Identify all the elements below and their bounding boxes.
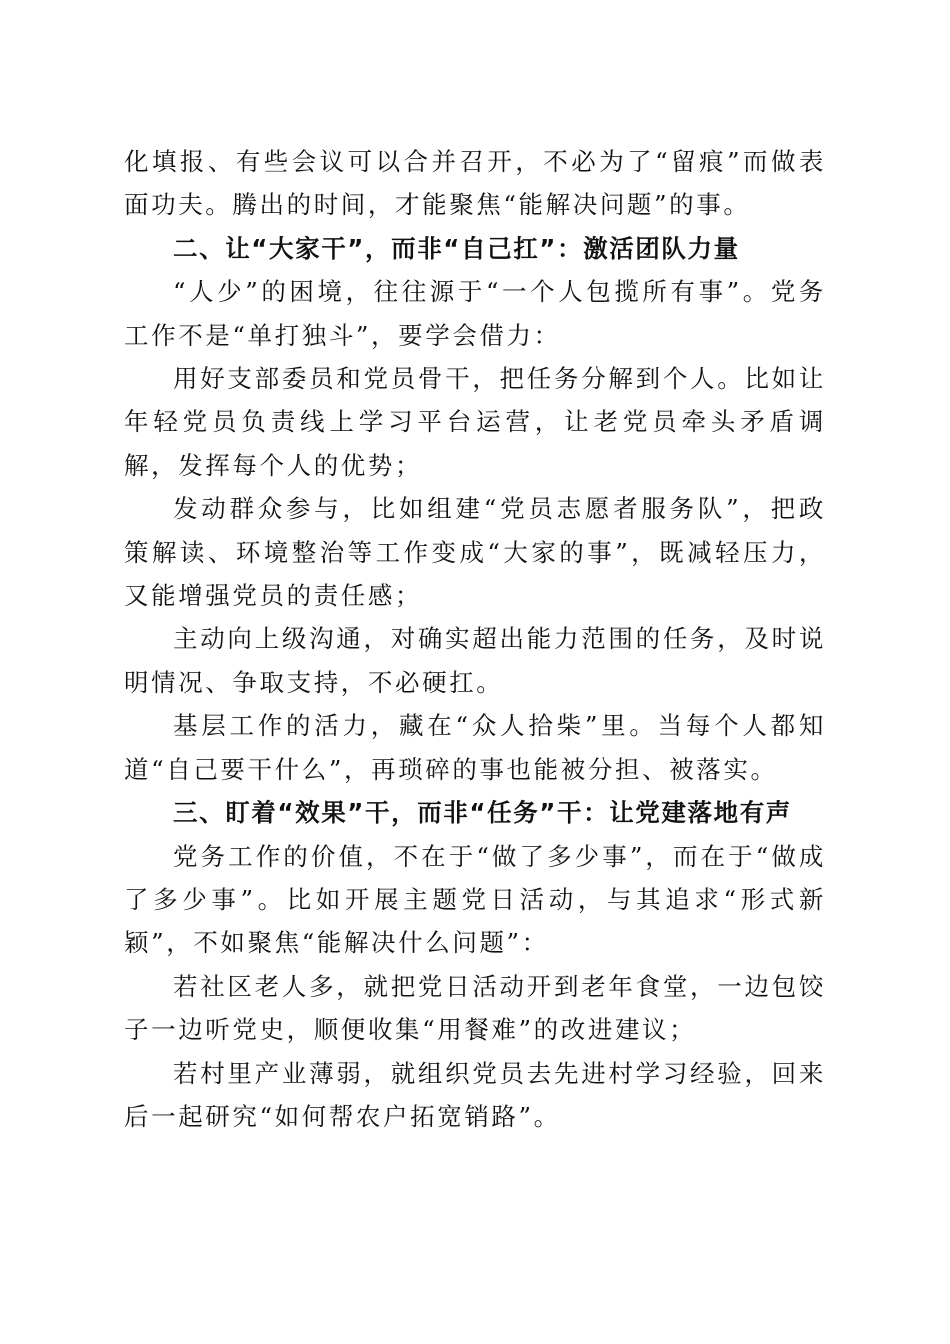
- paragraph: 若村里产业薄弱，就组织党员去先进村学习经验，回来后一起研究“如何帮农户拓宽销路”。: [124, 1058, 826, 1131]
- paragraph: 党务工作的价值，不在于“做了多少事”，而在于“做成了多少事”。比如开展主题党日活动，与其追求“形式新颖”，不如聚焦“能解决什么问题”：: [124, 841, 826, 958]
- document-body: [124, 140, 826, 1138]
- paragraph-continuation: 化填报、有些会议可以合并召开，不必为了“留痕”而做表面功夫。腾出的时间，才能聚焦“能解决问题”的事。: [124, 147, 826, 220]
- paragraph: “人少”的困境，往往源于“一个人包揽所有事”。党务工作不是“单打独斗”，要学会借力：: [124, 277, 826, 350]
- section-heading-2: 二、让“大家干”，而非“自己扛”：激活团队力量: [173, 233, 740, 263]
- section-heading-3: 三、盯着“效果”干，而非“任务”干：让党建落地有声: [173, 798, 792, 828]
- paragraph: 发动群众参与，比如组建“党员志愿者服务队”，把政策解读、环境整治等工作变成“大家的事”，既减轻压力，又能增强党员的责任感；: [124, 494, 826, 611]
- paragraph: 用好支部委员和党员骨干，把任务分解到个人。比如让年轻党员负责线上学习平台运营，让老党员牵头矛盾调解，发挥每个人的优势；: [124, 364, 826, 480]
- paragraph: 基层工作的活力，藏在“众人拾柴”里。当每个人都知道“自己要干什么”，再琐碎的事也能被分担、被落实。: [124, 711, 826, 784]
- paragraph: 主动向上级沟通，对确实超出能力范围的任务，及时说明情况、争取支持，不必硬扛。: [124, 624, 826, 697]
- paragraph: 若社区老人多，就把党日活动开到老年食堂，一边包饺子一边听党史，顺便收集“用餐难”的改进建议；: [124, 971, 826, 1045]
